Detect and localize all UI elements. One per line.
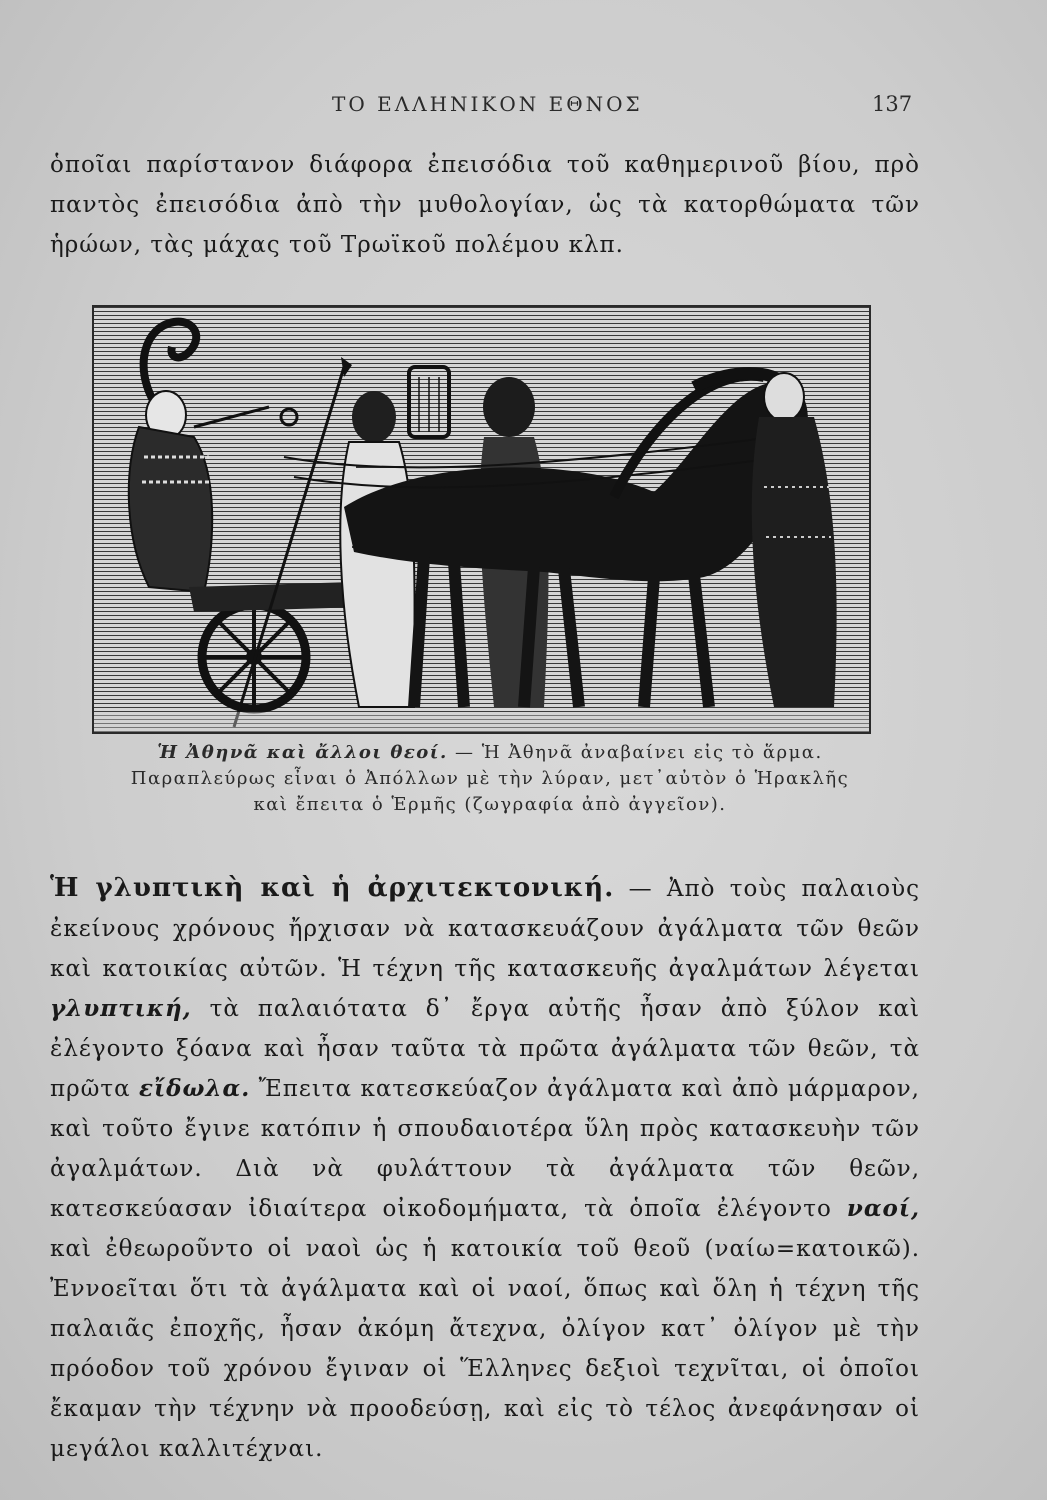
caption-text: — Ἡ Ἀθηνᾶ ἀναβαίνει εἰς τὸ ἅρμα. Παραπλεύρως εἶναι ὁ Ἀπόλλων μὲ τὴν λύραν, μετ᾿αὐτὸν ὁ Ἡρακλῆς καὶ ἔπειτα ὁ Ἑρμῆς (ζωγραφία ἀπὸ ἀγγεῖον). (130, 742, 850, 815)
page-header (0, 92, 1047, 126)
term-naoi: ναοί, (846, 1195, 921, 1222)
vase-painting-drawing (94, 307, 869, 732)
section-title: Ἡ γλυπτικὴ καὶ ἡ ἀρχιτεκτονική. (50, 873, 615, 903)
page-number: 137 (872, 92, 913, 116)
section-text-1: — Ἀπὸ τοὺς παλαιοὺς ἐκείνους χρόνους ἤρχισαν νὰ κατασκευάζουν ἀγάλματα τῶν θεῶν καὶ κατοικίας αὐτῶν. Ἡ τέχνη τῆς κατασκευῆς ἀγαλμάτων λέγεται (50, 876, 921, 982)
vase-painting-illustration (92, 305, 871, 734)
section-text-4: καὶ ἐθεωροῦντο οἱ ναοὶ ὡς ἡ κατοικία τοῦ θεοῦ (ναίω=κατοικῶ). Ἐννοεῖται ὅτι τὰ ἀγάλματα καὶ οἱ ναοί, ὅπως καὶ ὅλη ἡ τέχνη τῆς παλαιᾶς ἐποχῆς, ἦσαν ἀκόμη ἄτεχνα, ὀλίγον κατ᾿ ὀλίγον μὲ τὴν πρόοδον τοῦ χρόνου ἔγιναν οἱ Ἕλληνες δεξιοὶ τεχνῖται, οἱ ὁποῖοι ἔκαμαν τὴν τέχνην νὰ προοδεύσῃ, καὶ εἰς τὸ τέλος ἀνεφάνησαν οἱ μεγάλοι καλλιτέχναι. (50, 1236, 920, 1462)
section-text-3: Ἔπειτα κατεσκεύαζον ἀγάλματα καὶ ἀπὸ μάρμαρον, καὶ τοῦτο ἔγινε κατόπιν ἡ σπουδαιοτέρα ὕλη πρὸς κατασκευὴν τῶν ἀγαλμάτων. Διὰ νὰ φυλάττουν τὰ ἀγάλματα τῶν θεῶν, κατεσκεύασαν ἰδιαίτερα οἰκοδομήματα, τὰ ὁποῖα ἐλέγοντο (50, 1076, 920, 1222)
caption-title: Ἡ Ἀθηνᾶ καὶ ἄλλοι θεοί. (157, 742, 448, 763)
term-eidola: εἴδωλα. (139, 1075, 251, 1102)
section-text-2: τὰ παλαιότατα δ᾿ ἔργα αὐτῆς ἦσαν ἀπὸ ξύλον καὶ ἐλέγοντο ξόανα καὶ ἦσαν ταῦτα τὰ πρῶτα ἀγάλματα τῶν θεῶν, τὰ πρῶτα (50, 996, 920, 1102)
figure-caption (110, 740, 870, 818)
sculpture-architecture-section (50, 868, 920, 1469)
intro-paragraph: ὁποῖαι παρίστανον διάφορα ἐπεισόδια τοῦ καθημερινοῦ βίου, πρὸ παντὸς ἐπεισόδια ἀπὸ τὴν μυθολογίαν, ὡς τὰ κατορθώματα τῶν ἡρώων, τὰς μάχας τοῦ Τρωϊκοῦ πολέμου κλπ. (50, 152, 920, 258)
running-title: ΤΟ ΕΛΛΗΝΙΚΟΝ ΕΘΝΟΣ (332, 92, 643, 116)
term-glyptiki: γλυπτική, (50, 995, 192, 1022)
